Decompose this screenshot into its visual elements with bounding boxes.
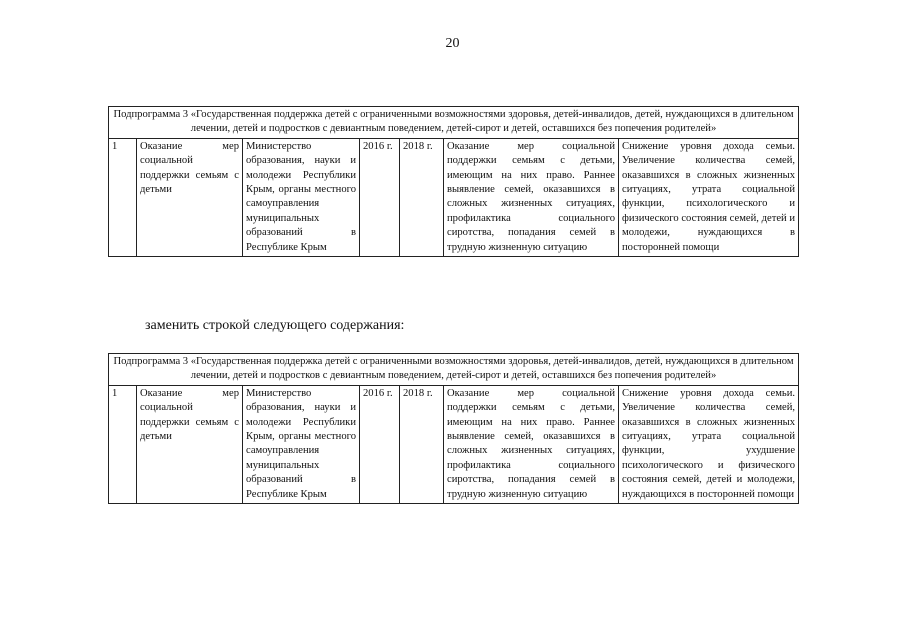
expected-result: Оказание мер социальной поддержки семьям с детьми, имеющим на них право. Раннее выявление семей, оказавшихся в сложных жизненных ситуациях, профилактика социального сиротства, попадания семей в трудную жизненную ситуацию <box>444 385 619 503</box>
start-year: 2016 г. <box>360 138 400 256</box>
subprogram-header: Подпрограмма 3 «Государственная поддержка детей с ограниченными возможностями здоровья, детей-инвалидов, детей, нуждающихся в длительном лечении, детей и подростков с девиантным поведением, детей-сирот и детей, оставшихся без попечения родителей» <box>109 354 799 386</box>
subprogram-header: Подпрограмма 3 «Государственная поддержка детей с ограниченными возможностями здоровья, детей-инвалидов, детей, нуждающихся в длительном лечении, детей и подростков с девиантным поведением, детей-сирот и детей, оставшихся без попечения родителей» <box>109 107 799 139</box>
row-number: 1 <box>109 138 137 256</box>
expected-result: Оказание мер социальной поддержки семьям с детьми, имеющим на них право. Раннее выявление семей, оказавшихся в сложных жизненных ситуациях, профилактика социального сиротства, попадания семей в трудную жизненную ситуацию <box>444 138 619 256</box>
executor: Министерство образования, науки и молодежи Республики Крым, органы местного самоуправления муниципальных образований в Республике Крым <box>243 385 360 503</box>
page-number: 20 <box>445 36 460 51</box>
executor: Министерство образования, науки и молодежи Республики Крым, органы местного самоуправления муниципальных образований в Республике Крым <box>243 138 360 256</box>
consequences: Снижение уровня дохода семьи. Увеличение количества семей, оказавшихся в сложных жизненных ситуациях, утрата социальной функции, ухудшение психологического и физического состояния семей, детей и молодежи, нуждающихся в посторонней помощи <box>619 385 799 503</box>
program-table-original <box>108 106 799 257</box>
table-row <box>109 138 799 256</box>
measure-name: Оказание мер социальной поддержки семьям с детьми <box>137 385 243 503</box>
program-table-replacement <box>108 353 799 504</box>
table-row <box>109 385 799 503</box>
start-year: 2016 г. <box>360 385 400 503</box>
consequences: Снижение уровня дохода семьи. Увеличение количества семей, оказавшихся в сложных жизненных ситуациях, утрата социальной функции, психологического и физического состояния семей, детей и молодежи, нуждающихся в посторонней помощи <box>619 138 799 256</box>
row-number: 1 <box>109 385 137 503</box>
end-year: 2018 г. <box>400 138 444 256</box>
measure-name: Оказание мер социальной поддержки семьям с детьми <box>137 138 243 256</box>
replace-instruction: заменить строкой следующего содержания: <box>145 318 405 333</box>
end-year: 2018 г. <box>400 385 444 503</box>
